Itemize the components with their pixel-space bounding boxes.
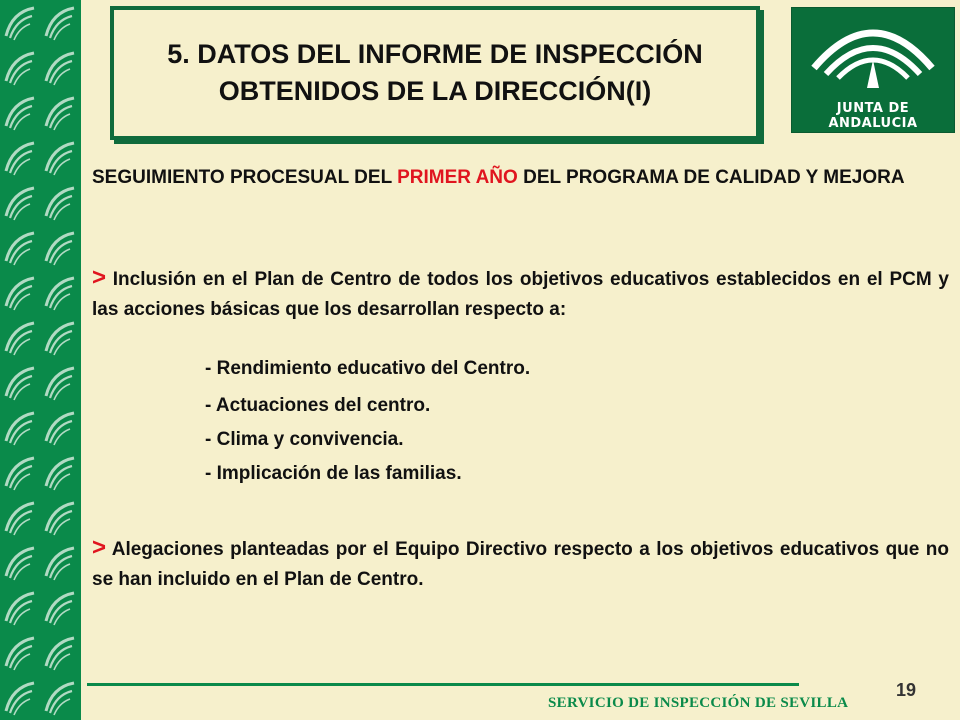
list-item: - Implicación de las familias. (205, 463, 462, 484)
slide-title: 5. DATOS DEL INFORME DE INSPECCIÓN OBTENIDOS DE LA DIRECCIÓN(I) (167, 39, 703, 106)
list-item: - Actuaciones del centro. (205, 395, 431, 416)
intro-text-2: DEL PROGRAMA DE CALIDAD Y MEJORA (517, 167, 905, 188)
bullet-arrow-icon: > (92, 534, 107, 561)
junta-de-andalucia-logo (791, 7, 955, 133)
bullet-paragraph-2 (92, 533, 949, 595)
intro-text-1: SEGUIMIENTO PROCESUAL DEL (92, 167, 398, 188)
footer-divider (87, 683, 799, 686)
page-number: 19 (896, 680, 917, 700)
logo-text: JUNTA DE ANDALUCIA (828, 101, 918, 131)
sidebar-pattern (0, 0, 81, 720)
intro-highlight: PRIMER AÑO (397, 167, 518, 188)
decorative-sidebar (0, 0, 81, 720)
list-item: - Clima y convivencia. (205, 429, 404, 450)
footer-text: SERVICIO DE INSPECCIÓN DE SEVILLA (548, 695, 849, 711)
bullet-arrow-icon: > (92, 264, 107, 291)
bullet-1-text: Inclusión en el Plan de Centro de todos los objetivos educativos establecidos en el PCM y las acciones básicas que los desarrollan respecto a: (92, 269, 949, 320)
bullet-2-text: Alegaciones planteadas por el Equipo Directivo respecto a los objetivos educativos que no se han incluido en el Plan de Centro. (92, 539, 949, 590)
list-item: - Rendimiento educativo del Centro. (205, 358, 531, 379)
intro-paragraph (92, 163, 949, 193)
bullet-paragraph-1 (92, 263, 949, 325)
title-box (110, 6, 760, 140)
